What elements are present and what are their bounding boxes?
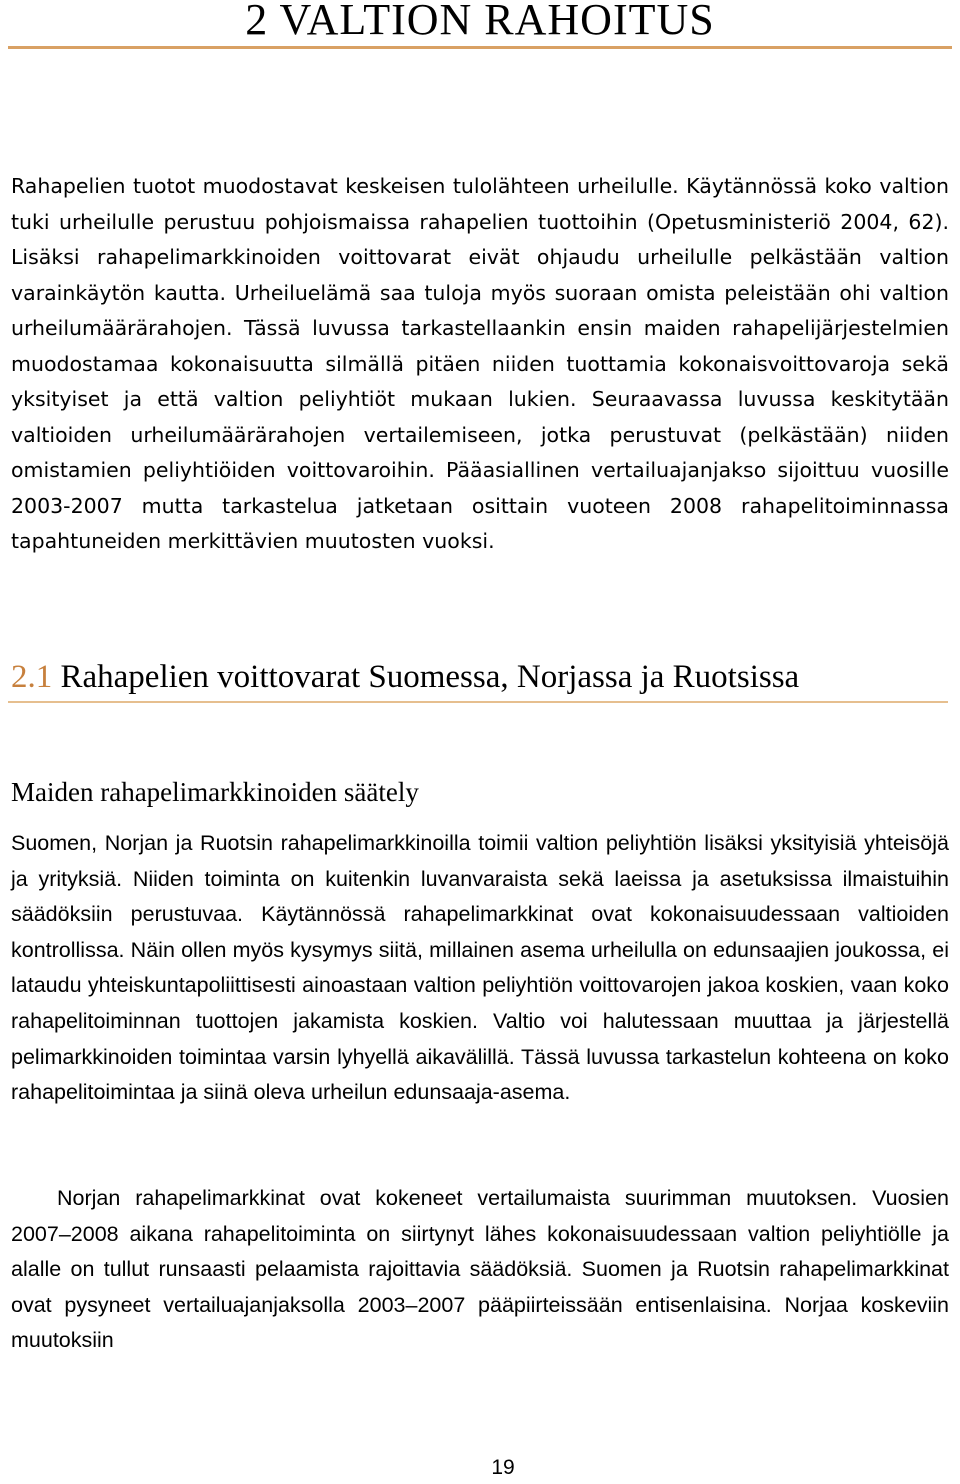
section-heading [11,656,799,698]
page-number: 19 [491,1456,515,1479]
body-paragraph-1: Suomen, Norjan ja Ruotsin rahapelimarkkinoilla toimii valtion peliyhtiön lisäksi yksityisiä yhteisöjä ja yrityksiä. Niiden toiminta on kuitenkin luvanvaraista sekä laeissa ja asetuksissa ilmaistuihin säädöksiin perustuvaa. Käytännössä rahapelimarkkinat ovat kokonaisuudessaan valtioiden kontrollissa. Näin ollen myös kysymys siitä, millainen asema urheilulla on edunsaajien joukossa, ei lataudu yhteiskuntapoliittisesti ainoastaan valtion peliyhtiön voittovarojen jakoa koskien, vaan koko rahapelitoiminnan tuottojen jakamista koskien. Valtio voi halutessaan muuttaa ja järjestellä pelimarkkinoiden toimintaa varsin lyhyellä aikavälillä. Tässä luvussa tarkastelun kohteena on koko rahapelitoimintaa ja siinä oleva urheilun edunsaaja-asema. [11,831,949,1105]
chapter-title: 2 VALTION RAHOITUS [245,0,715,44]
title-divider [8,46,952,49]
intro-paragraph: Rahapelien tuotot muodostavat keskeisen tulolähteen urheilulle. Käytännössä koko valtion tuki urheilulle perustuu pohjoismaissa rahapelien tuottoihin (Opetusministeriö 2004, 62). Lisäksi rahapelimarkkinoiden voittovarat eivät ohjaudu urheilulle pelkästään valtion varainkäytön kautta. Urheiluelämä saa tuloja myös suoraan omista peleistään ohi valtion urheilumäärärahojen. Tässä luvussa tarkastellaankin ensin maiden rahapelijärjestelmien muodostamaa kokonaisuutta silmällä pitäen niiden tuottamia kokonaisvoittovaroja sekä yksityiset ja että valtion peliyhtiöt mukaan lukien. Seuraavassa luvussa keskitytään valtioiden urheilumäärärahojen vertailemiseen, jotka perustuvat (pelkästään) niiden omistamien peliyhtiöiden voittovaroihin. Pääasiallinen vertailuajanjakso sijoittuu vuosille 2003-2007 mutta tarkastelua jatketaan osittain vuoteen 2008 rahapelitoiminnassa tapahtuneiden merkittävien muutosten vuoksi. [11,174,949,553]
section-divider [8,701,948,703]
section-title: Rahapelien voittovarat Suomessa, Norjassa ja Ruotsissa [60,659,800,695]
subsection-title: Maiden rahapelimarkkinoiden säätely [11,777,419,807]
section-number: 2.1 [11,659,53,695]
body-paragraph-2: Norjan rahapelimarkkinat ovat kokeneet vertailumaista suurimman muutoksen. Vuosien 2007–2008 aikana rahapelitoiminta on siirtynyt lähes kokonaisuudessaan valtion peliyhtiölle ja alalle on tullut runsaasti pelaamista rajoittavia säädöksiä. Suomen ja Ruotsin rahapelimarkkinat ovat pysyneet vertailuajanjaksolla 2003–2007 pääpiirteissään entisenlaisina. Norjaa koskeviin muutoksiin [11,1186,949,1353]
